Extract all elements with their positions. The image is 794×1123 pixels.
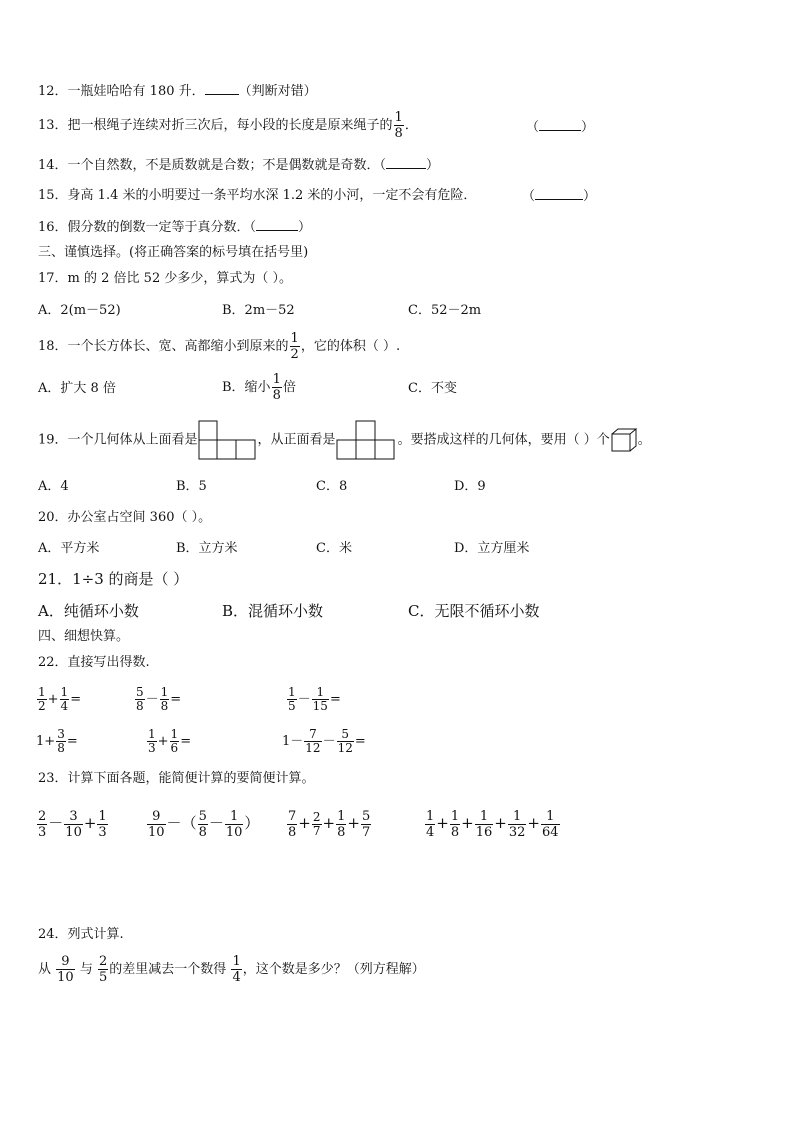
denominator: 4 (232, 970, 241, 985)
fraction (425, 809, 435, 840)
paren-right: ） (583, 189, 597, 204)
answer-blank[interactable] (256, 218, 298, 231)
numerator: 1 (170, 727, 179, 741)
numerator: 1 (426, 808, 435, 824)
fraction (198, 809, 208, 840)
math-symbol: + (436, 814, 449, 832)
denominator: 32 (508, 824, 526, 840)
question-15 (38, 187, 476, 205)
math-symbol: + (494, 814, 507, 832)
denominator: 10 (57, 970, 74, 985)
math-symbol: = (170, 692, 182, 707)
fraction (56, 728, 66, 755)
option-text: 倍 (282, 380, 296, 395)
option-c[interactable]: C．8 (316, 479, 348, 494)
answer-paren (522, 187, 596, 206)
math-symbol: － (290, 734, 304, 749)
question-13 (38, 110, 418, 142)
denominator: 7 (312, 823, 321, 838)
answer-paren (526, 118, 594, 137)
numerator: 1 (290, 331, 299, 346)
denominator: 8 (272, 388, 281, 403)
numerator: 1 (546, 808, 555, 824)
fraction (287, 809, 297, 840)
math-symbol: － (297, 692, 311, 707)
fraction (60, 686, 70, 713)
math-symbol: （ (181, 814, 197, 832)
fraction (508, 809, 527, 840)
question-12 (38, 82, 317, 101)
denominator: 8 (394, 126, 403, 141)
math-symbol: + (461, 814, 474, 832)
expression (424, 804, 561, 842)
numerator: 2 (312, 809, 321, 824)
numerator: 1 (160, 685, 169, 699)
denominator: 3 (38, 824, 47, 840)
question-22: 22．直接写出得数. (38, 655, 150, 670)
numerator: 1 (232, 954, 241, 969)
expression (282, 726, 366, 758)
text: 从 (38, 962, 52, 977)
expression (146, 726, 191, 758)
fraction (394, 110, 404, 141)
fraction (450, 809, 460, 840)
question-18 (38, 330, 400, 364)
answer-blank[interactable] (539, 118, 581, 131)
fraction (312, 811, 322, 838)
fraction (135, 686, 145, 713)
denominator: 5 (99, 970, 108, 985)
denominator: 3 (98, 824, 107, 840)
denominator: 64 (541, 824, 559, 840)
denominator: 10 (65, 824, 82, 840)
fraction (64, 809, 83, 840)
expression (36, 804, 109, 842)
option-c[interactable]: C．米 (316, 541, 352, 556)
fraction (541, 809, 560, 840)
numerator: 1 (272, 372, 281, 387)
numerator: 1 (337, 808, 346, 824)
option-a[interactable]: A．扩大 8 倍 (38, 381, 116, 396)
top-view-figure (198, 420, 258, 460)
denominator: 4 (60, 699, 69, 713)
denominator: 8 (160, 699, 169, 713)
fraction (361, 809, 371, 840)
option-a[interactable]: A．4 (38, 479, 69, 494)
expression (286, 684, 341, 716)
text: 与 (79, 962, 93, 977)
denominator: 8 (198, 824, 207, 840)
fraction (272, 372, 282, 403)
answer-blank[interactable] (205, 82, 239, 95)
numerator: 7 (309, 727, 317, 741)
question-19 (38, 420, 651, 461)
numerator: 9 (61, 954, 70, 969)
question-text: ，从正面看是 (257, 432, 336, 448)
option-b[interactable]: B．5 (176, 479, 207, 494)
denominator: 2 (38, 699, 46, 713)
denominator: 15 (312, 699, 328, 713)
numerator: 1 (98, 808, 107, 824)
numerator: 1 (512, 808, 522, 824)
numerator: 2 (99, 954, 108, 969)
denominator: 12 (337, 741, 353, 755)
question-text: 18．一个长方体长、宽、高都缩小到原来的 (38, 339, 289, 354)
period: ． (404, 118, 418, 133)
option-b[interactable] (222, 371, 296, 405)
option-b[interactable]: B．2m－52 (222, 303, 295, 318)
fraction (304, 728, 321, 755)
numerator: 5 (198, 808, 207, 824)
option-text: B．缩小 (222, 380, 271, 395)
expression (146, 804, 259, 842)
front-view-figure (336, 420, 398, 460)
math-symbol: － (208, 814, 224, 832)
fraction (147, 728, 157, 755)
numerator: 5 (136, 685, 144, 699)
paren-right: ） (298, 220, 312, 235)
denominator: 10 (148, 824, 165, 840)
question-text: 。要搭成这样的几何体，要用（ ）个 (397, 432, 610, 448)
option-a[interactable]: A．纯循环小数 (38, 602, 139, 620)
math-symbol: = (180, 734, 192, 749)
fraction (98, 954, 108, 985)
expression (286, 804, 372, 842)
denominator: 12 (305, 741, 321, 755)
denominator: 16 (475, 824, 493, 840)
math-symbol: + (347, 814, 360, 832)
text: ，这个数是多少？（列方程解） (242, 962, 425, 977)
fraction (312, 686, 329, 713)
denominator: 8 (450, 824, 460, 840)
numerator: 7 (288, 808, 297, 824)
option-b[interactable]: B．混循环小数 (222, 602, 324, 620)
option-a[interactable]: A．平方米 (38, 541, 100, 556)
paren-left: （ (522, 189, 536, 204)
math-symbol: 1 (282, 734, 291, 749)
question-text: 19．一个几何体从上面看是 (38, 432, 198, 448)
denominator: 7 (361, 824, 371, 840)
option-d[interactable]: D．9 (454, 479, 486, 494)
math-symbol: = (329, 692, 341, 707)
math-symbol: + (83, 814, 97, 832)
fraction (287, 686, 297, 713)
denominator: 4 (426, 824, 435, 840)
question-text: 14．一个自然数，不是质数就是合数；不是偶数就是奇数．（ (38, 158, 387, 173)
fraction (231, 954, 241, 985)
option-c[interactable]: C．52－2m (408, 303, 482, 318)
math-symbol: － (322, 734, 336, 749)
section-heading-4: 四、细想快算。 (38, 629, 130, 644)
numerator: 1 (38, 685, 46, 699)
math-symbol: + (298, 814, 311, 832)
option-a[interactable]: A．2(m－52) (38, 303, 121, 318)
question-17: 17．m 的 2 倍比 52 少多少，算式为（ ）。 (38, 271, 292, 286)
numerator: 1 (394, 110, 403, 125)
numerator: 1 (450, 808, 460, 824)
question-text: 12．一瓶娃哈哈有 180 升． (38, 84, 205, 99)
fraction (475, 809, 494, 840)
fraction (336, 809, 346, 840)
question-text: 13．把一根绳子连续对折三次后，每小段的长度是原来绳子的 (38, 118, 393, 133)
math-symbol: － (48, 814, 64, 832)
math-symbol: = (66, 734, 78, 749)
question-tail: ，它的体积（ ）. (300, 339, 401, 354)
fraction (160, 686, 170, 713)
option-d[interactable]: D．立方厘米 (454, 541, 530, 556)
math-symbol: + (47, 692, 59, 707)
denominator: 8 (57, 741, 65, 755)
math-symbol: = (70, 692, 82, 707)
fraction (37, 686, 47, 713)
question-text: 15．身高 1.4 米的小明要过一条平均水深 1.2 米的小河，一定不会有危险． (38, 188, 477, 203)
option-b[interactable]: B．立方米 (176, 541, 238, 556)
denominator: 8 (136, 699, 144, 713)
fraction (37, 809, 47, 840)
numerator: 1 (230, 808, 239, 824)
denominator: 3 (148, 741, 156, 755)
denominator: 2 (290, 347, 299, 362)
question-14 (38, 156, 439, 175)
math-symbol: + (322, 814, 336, 832)
answer-blank[interactable] (535, 187, 583, 200)
denominator: 8 (288, 824, 297, 840)
question-20: 20．办公室占空间 360（ ）。 (38, 510, 212, 525)
option-c[interactable]: C．不变 (408, 381, 457, 396)
math-symbol: + (157, 734, 169, 749)
fraction (56, 954, 75, 985)
question-23: 23．计算下面各题，能简便计算的要简便计算。 (38, 771, 315, 786)
fraction (290, 331, 300, 362)
paren-right: ） (581, 120, 595, 135)
numerator: 5 (361, 808, 371, 824)
denominator: 5 (288, 699, 296, 713)
numerator: 9 (152, 808, 161, 824)
option-c[interactable]: C．无限不循环小数 (408, 602, 540, 620)
numerator: 1 (479, 808, 489, 824)
period: 。 (637, 432, 651, 448)
paren-left: （ (526, 120, 540, 135)
expression (36, 726, 78, 758)
math-symbol: + (527, 814, 540, 832)
numerator: 1 (288, 685, 296, 699)
fraction (337, 728, 354, 755)
denominator: 6 (170, 741, 179, 755)
math-symbol: ） (244, 814, 260, 832)
math-symbol: － (145, 692, 159, 707)
section-heading-3: 三、谨慎选择。(将正确答案的标号填在括号里) (38, 245, 309, 260)
fraction (147, 809, 166, 840)
math-symbol: 1 (36, 734, 45, 749)
question-21: 21．1÷3 的商是（ ） (38, 570, 189, 588)
numerator: 1 (148, 727, 156, 741)
paren-right: ） (426, 158, 440, 173)
fraction (170, 728, 180, 755)
question-text: 16．假分数的倒数一定等于真分数．（ (38, 220, 257, 235)
numerator: 2 (38, 808, 47, 824)
numerator: 5 (341, 727, 350, 741)
expression (36, 684, 81, 716)
math-symbol: － (166, 814, 182, 832)
question-24-body (38, 952, 425, 988)
denominator: 8 (337, 824, 346, 840)
math-symbol: + (44, 734, 56, 749)
numerator: 1 (60, 685, 69, 699)
fraction (225, 809, 244, 840)
question-tail: （判断对错） (238, 84, 317, 99)
text: 的差里减去一个数得 (109, 962, 227, 977)
question-24: 24．列式计算. (38, 927, 124, 942)
numerator: 3 (57, 727, 65, 741)
fraction (97, 809, 107, 840)
math-symbol: = (354, 734, 366, 749)
question-16 (38, 218, 311, 237)
cube-icon (610, 427, 638, 453)
answer-blank[interactable] (386, 156, 426, 169)
numerator: 1 (316, 685, 325, 699)
numerator: 3 (69, 808, 78, 824)
expression (134, 684, 181, 716)
denominator: 10 (225, 824, 243, 840)
